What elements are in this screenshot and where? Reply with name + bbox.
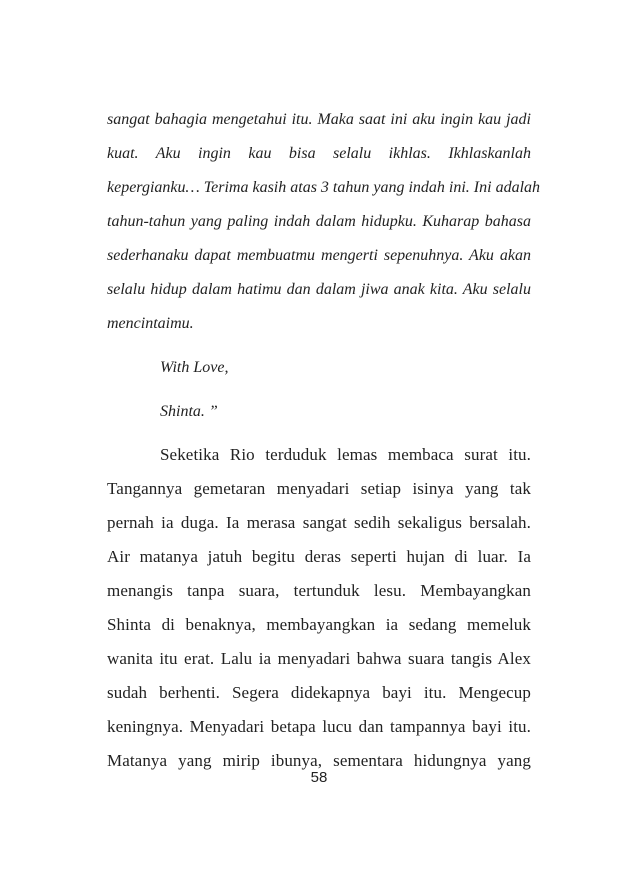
paragraph-line: wanita itu erat. Lalu ia menyadari bahwa suara tangis Alex xyxy=(107,649,531,668)
paragraph-line: Tangannya gemetaran menyadari setiap isinya yang tak xyxy=(107,479,531,498)
letter-signature: Shinta. ” xyxy=(160,403,218,420)
letter-line: sederhanaku dapat membuatmu mengerti sepenuhnya. Aku akan xyxy=(107,247,531,264)
paragraph-line: keningnya. Menyadari betapa lucu dan tampannya bayi itu. xyxy=(107,717,531,736)
letter-line: sangat bahagia mengetahui itu. Maka saat ini aku ingin kau jadi xyxy=(107,111,531,128)
letter-line: mencintaimu. xyxy=(107,315,194,332)
paragraph-line: Matanya yang mirip ibunya, sementara hidungnya yang xyxy=(107,751,531,770)
paragraph-line: Shinta di benaknya, membayangkan ia sedang memeluk xyxy=(107,615,531,634)
paragraph-line: pernah ia duga. Ia merasa sangat sedih sekaligus bersalah. xyxy=(107,513,531,532)
letter-closing: With Love, xyxy=(160,359,229,376)
page-number: 58 xyxy=(310,769,328,786)
letter-line: selalu hidup dalam hatimu dan dalam jiwa anak kita. Aku selalu xyxy=(107,281,531,298)
paragraph-line: Seketika Rio terduduk lemas membaca surat itu. xyxy=(160,445,531,464)
letter-line: tahun-tahun yang paling indah dalam hidupku. Kuharap bahasa xyxy=(107,213,531,230)
paragraph-line: Air matanya jatuh begitu deras seperti hujan di luar. Ia xyxy=(107,547,531,566)
letter-line: kepergianku… Terima kasih atas 3 tahun yang indah ini. Ini adalah xyxy=(107,179,541,196)
letter-line: kuat. Aku ingin kau bisa selalu ikhlas. Ikhlaskanlah xyxy=(107,145,531,162)
paragraph-line: menangis tanpa suara, tertunduk lesu. Membayangkan xyxy=(107,581,531,600)
paragraph-line: sudah berhenti. Segera didekapnya bayi itu. Mengecup xyxy=(107,683,531,702)
